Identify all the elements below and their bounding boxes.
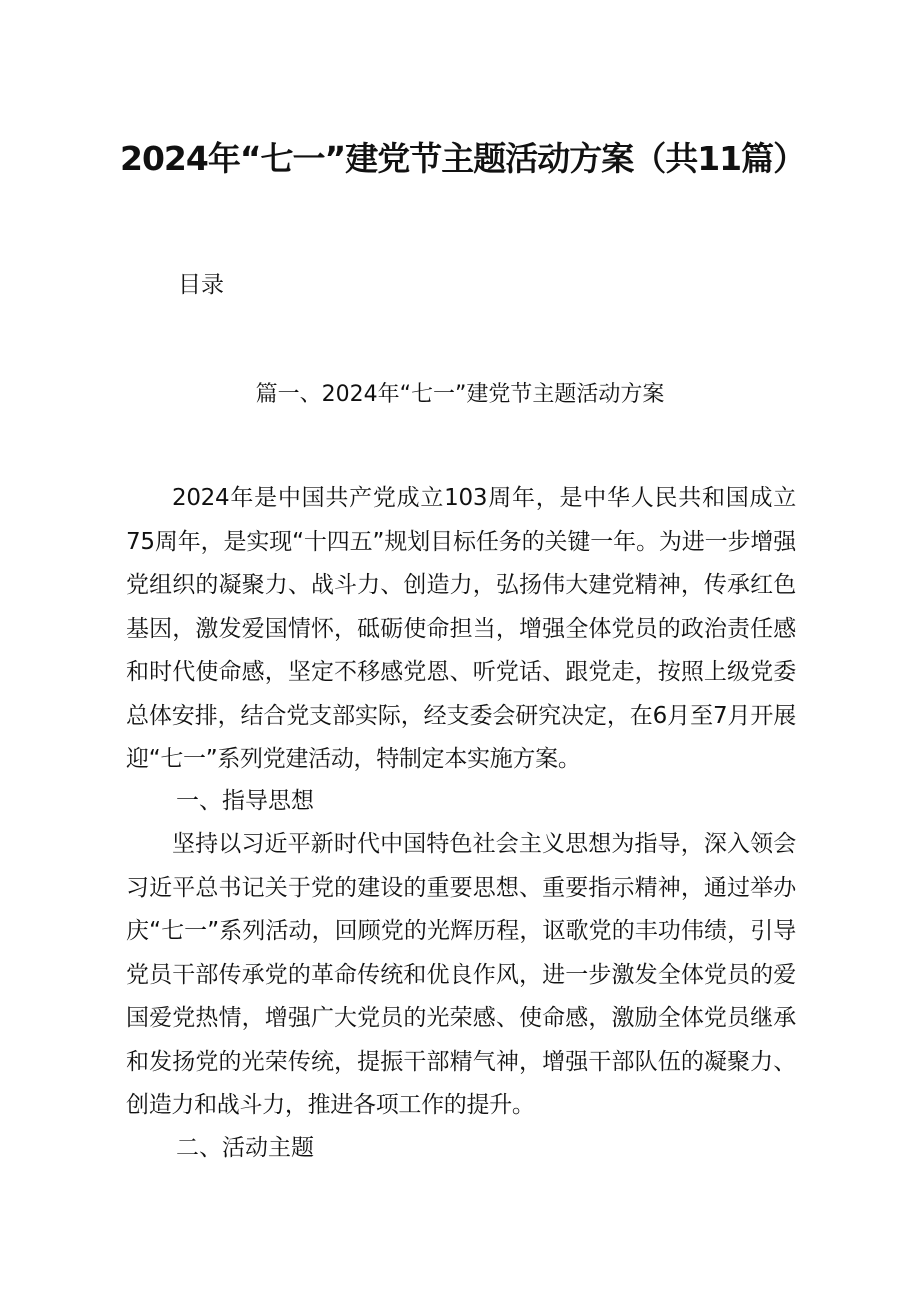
heading-guiding-ideology: 一、指导思想 xyxy=(176,788,314,814)
paragraph-intro: 2024年是中国共产党成立103周年，是中华人民共和国成立75周年，是实现“十四五”规划目标任务的关键一年。为进一步增强党组织的凝聚力、战斗力、创造力，弘扬伟大建党精神，传承红色基因，激发爱国情怀，砥砺使命担当，增强全体党员的政治责任感和时代使命感，坚定不移感党恩、听党话、跟党走，按照上级党委总体安排，结合党支部实际，经支委会研究决定，在6月至7月开展迎“七一”系列党建活动，特制定本实施方案。 xyxy=(126,485,796,772)
heading-activity-theme: 二、活动主题 xyxy=(176,1135,314,1161)
section-title: 篇一、2024年“七一”建党节主题活动方案 xyxy=(255,382,665,407)
toc-label: 目录 xyxy=(178,272,224,298)
paragraph-guiding-ideology: 坚持以习近平新时代中国特色社会主义思想为指导，深入领会习近平总书记关于党的建设的重要思想、重要指示精神，通过举办庆“七一”系列活动，回顾党的光辉历程，讴歌党的丰功伟绩，引导党员干部传承党的革命传统和优良作风，进一步激发全体党员的爱国爱党热情，增强广大党员的光荣感、使命感，激励全体党员继承和发扬党的光荣传统，提振干部精气神，增强干部队伍的凝聚力、创造力和战斗力，推进各项工作的提升。 xyxy=(126,831,796,1118)
document-title: 2024年“七一”建党节主题活动方案（共11篇） xyxy=(120,139,806,178)
